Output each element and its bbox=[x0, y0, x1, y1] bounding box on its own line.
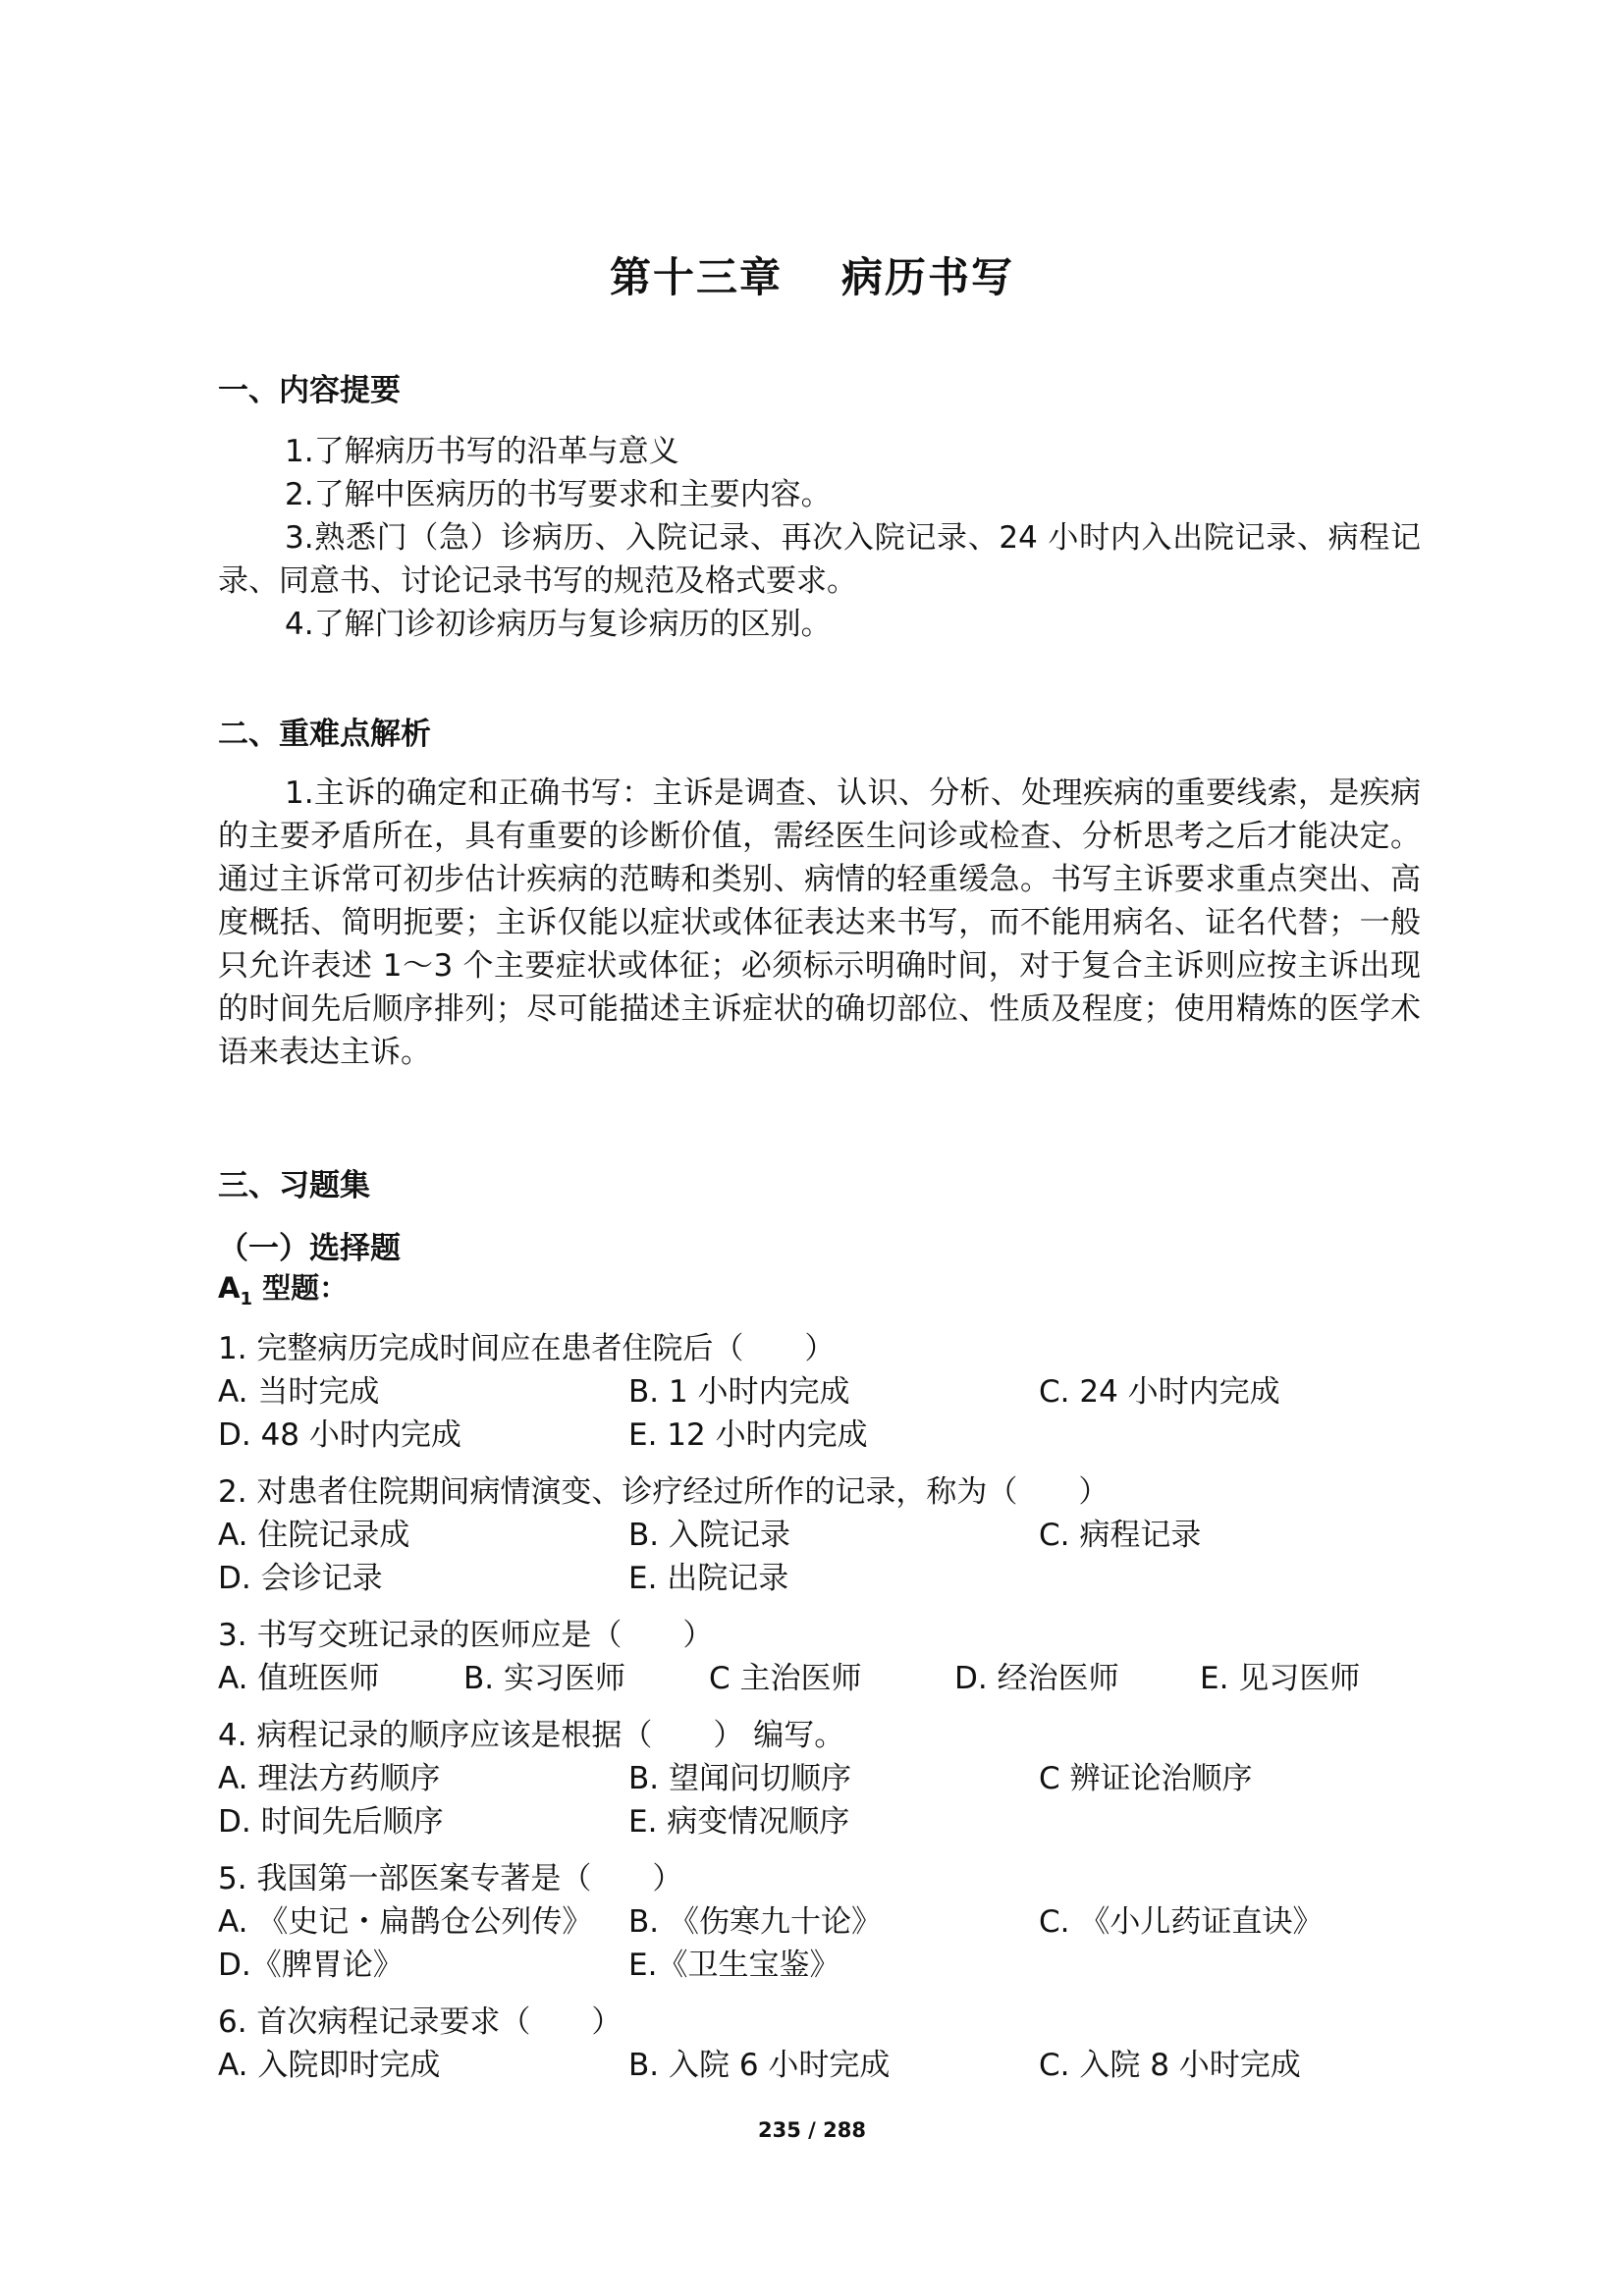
question-type-label: $A_1$ 型题： bbox=[218, 1271, 349, 1309]
q3-option-b: B. 实习医师 bbox=[463, 1661, 625, 1696]
chapter-number: 第十三章 bbox=[609, 253, 783, 301]
q3-option-a: A. 值班医师 bbox=[218, 1661, 380, 1696]
q3-option-d: D. 经治医师 bbox=[954, 1661, 1119, 1696]
page-number: 235 / 288 bbox=[758, 2118, 866, 2142]
q2-option-c: C. 病程记录 bbox=[1039, 1518, 1202, 1553]
question-3-stem: 3. 书写交班记录的医师应是（ ） bbox=[218, 1618, 714, 1653]
q5-option-e: E.《卫生宝鉴》 bbox=[628, 1948, 840, 1983]
chapter-title bbox=[0, 245, 1624, 304]
q5-option-b: B. 《伤寒九十论》 bbox=[628, 1904, 882, 1940]
q4-option-e: E. 病变情况顺序 bbox=[628, 1804, 850, 1840]
chapter-name: 病历书写 bbox=[841, 253, 1015, 301]
section-heading-key-points: 二、重难点解析 bbox=[218, 717, 431, 752]
question-2-stem: 2. 对患者住院期间病情演变、诊疗经过所作的记录，称为（ ） bbox=[218, 1474, 1110, 1510]
q3-option-e: E. 见习医师 bbox=[1200, 1661, 1361, 1696]
q1-option-e: E. 12 小时内完成 bbox=[628, 1417, 868, 1453]
q6-option-b: B. 入院 6 小时完成 bbox=[628, 2048, 891, 2083]
key-points-paragraph: 1.主诉的确定和正确书写：主诉是调查、认识、分析、处理疾病的重要线索，是疾病的主要矛盾所在，具有重要的诊断价值，需经医生问诊或检查、分析思考之后才能决定。通过主诉常可初步估计疾病的范畴和类别、病情的轻重缓急。书写主诉要求重点突出、高度概括、简明扼要；主诉仅能以症状或体征表达来书写，而不能用病名、证名代替；一般只允许表述 1～3 个主要症状或体征；必须标示明确时间，对于复合主诉则应按主诉出现的时间先后顺序排列；尽可能描述主诉症状的确切部位、性质及程度；使用精炼的医学术语来表达主诉。 bbox=[218, 775, 1421, 1070]
q4-option-d: D. 时间先后顺序 bbox=[218, 1804, 444, 1840]
question-1-stem: 1. 完整病历完成时间应在患者住院后（ ） bbox=[218, 1331, 836, 1366]
q1-option-b: B. 1 小时内完成 bbox=[628, 1374, 850, 1410]
q2-option-e: E. 出院记录 bbox=[628, 1561, 789, 1596]
q6-option-c: C. 入院 8 小时完成 bbox=[1039, 2048, 1301, 2083]
q6-option-a: A. 入院即时完成 bbox=[218, 2048, 441, 2083]
question-4-stem: 4. 病程记录的顺序应该是根据（ ） 编写。 bbox=[218, 1718, 845, 1753]
question-6-stem: 6. 首次病程记录要求（ ） bbox=[218, 2004, 623, 2040]
section-heading-summary: 一、内容提要 bbox=[218, 373, 401, 408]
q5-option-d: D.《脾胃论》 bbox=[218, 1948, 404, 1983]
q5-option-c: C. 《小儿药证直诀》 bbox=[1039, 1904, 1324, 1940]
q2-option-d: D. 会诊记录 bbox=[218, 1561, 383, 1596]
q4-option-b: B. 望闻问切顺序 bbox=[628, 1761, 851, 1796]
q4-option-c: C 辨证论治顺序 bbox=[1039, 1761, 1253, 1796]
subheading-choice: （一）选择题 bbox=[218, 1231, 401, 1266]
q3-option-c: C 主治医师 bbox=[709, 1661, 862, 1696]
q5-option-a: A. 《史记・扁鹊仓公列传》 bbox=[218, 1904, 593, 1940]
q2-option-b: B. 入院记录 bbox=[628, 1518, 790, 1553]
section-heading-exercises: 三、习题集 bbox=[218, 1168, 370, 1203]
summary-item-1: 1.了解病历书写的沿革与意义 bbox=[285, 434, 679, 469]
question-5-stem: 5. 我国第一部医案专著是（ ） bbox=[218, 1861, 683, 1896]
q1-option-d: D. 48 小时内完成 bbox=[218, 1417, 461, 1453]
q2-option-a: A. 住院记录成 bbox=[218, 1518, 410, 1553]
summary-item-2: 2.了解中医病历的书写要求和主要内容。 bbox=[285, 477, 832, 512]
q4-option-a: A. 理法方药顺序 bbox=[218, 1761, 441, 1796]
q1-option-a: A. 当时完成 bbox=[218, 1374, 380, 1410]
q1-option-c: C. 24 小时内完成 bbox=[1039, 1374, 1280, 1410]
summary-item-3: 3.熟悉门（急）诊病历、入院记录、再次入院记录、24 小时内入出院记录、病程记录、同意书、讨论记录书写的规范及格式要求。 bbox=[218, 520, 1421, 599]
summary-item-4: 4.了解门诊初诊病历与复诊病历的区别。 bbox=[285, 607, 832, 642]
